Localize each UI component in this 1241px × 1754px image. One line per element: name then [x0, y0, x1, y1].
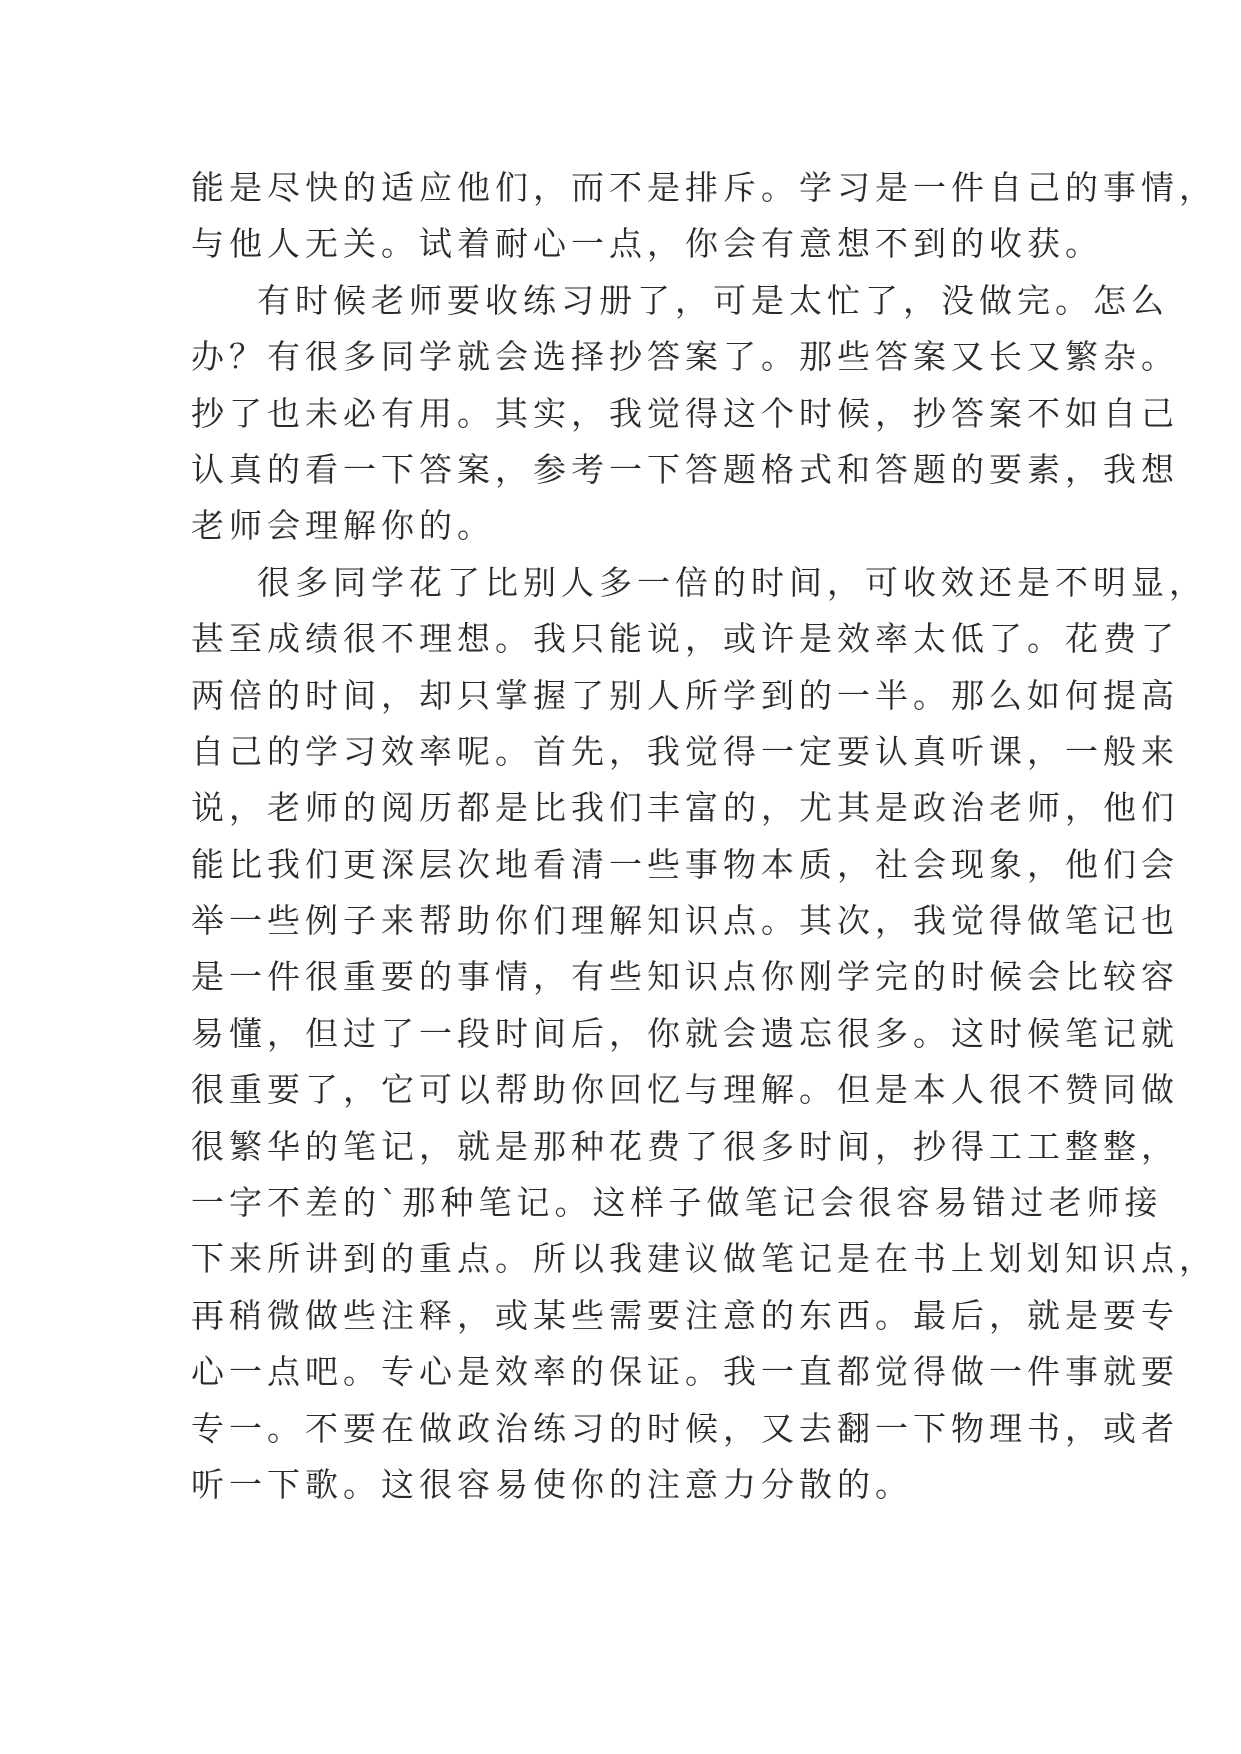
text-line: 能比我们更深层次地看清一些事物本质，社会现象，他们会 [191, 844, 1179, 884]
text-line: 说，老师的阅历都是比我们丰富的，尤其是政治老师，他们 [191, 788, 1179, 828]
text-line: 与他人无关。试着耐心一点，你会有意想不到的收获。 [191, 224, 1103, 264]
body-text [191, 160, 1217, 1513]
text-line: 认真的看一下答案，参考一下答题格式和答题的要素，我想 [191, 449, 1179, 489]
text-line: 很繁华的笔记，就是那种花费了很多时间，抄得工工整整， [191, 1126, 1179, 1166]
text-line: 再稍微做些注释，或某些需要注意的东西。最后，就是要专 [191, 1295, 1179, 1335]
text-line: 办？有很多同学就会选择抄答案了。那些答案又长又繁杂。 [191, 337, 1179, 377]
text-line: 抄了也未必有用。其实，我觉得这个时候，抄答案不如自己 [191, 393, 1179, 433]
text-line: 一字不差的`那种笔记。这样子做笔记会很容易错过老师接 [191, 1183, 1163, 1223]
text-line: 两倍的时间，却只掌握了别人所学到的一半。那么如何提高 [191, 675, 1179, 715]
text-line: 听一下歌。这很容易使你的注意力分散的。 [191, 1464, 913, 1504]
text-line: 举一些例子来帮助你们理解知识点。其次，我觉得做笔记也 [191, 901, 1179, 941]
text-line: 甚至成绩很不理想。我只能说，或许是效率太低了。花费了 [191, 619, 1179, 659]
text-line: 很重要了，它可以帮助你回忆与理解。但是本人很不赞同做 [191, 1070, 1179, 1110]
text-line: 很多同学花了比别人多一倍的时间，可收效还是不明显， [257, 562, 1207, 602]
text-line: 能是尽快的适应他们，而不是排斥。学习是一件自己的事情， [191, 168, 1217, 207]
text-line: 有时候老师要收练习册了，可是太忙了，没做完。怎么 [257, 280, 1169, 320]
text-line: 心一点吧。专心是效率的保证。我一直都觉得做一件事就要 [191, 1352, 1179, 1392]
text-line: 是一件很重要的事情，有些知识点你刚学完的时候会比较容 [191, 957, 1179, 997]
text-line: 专一。不要在做政治练习的时候，又去翻一下物理书，或者 [191, 1408, 1179, 1448]
text-line: 下来所讲到的重点。所以我建议做笔记是在书上划划知识点， [191, 1239, 1217, 1279]
text-line: 老师会理解你的。 [191, 506, 495, 546]
text-line: 易懂，但过了一段时间后，你就会遗忘很多。这时候笔记就 [191, 1013, 1179, 1053]
text-line: 自己的学习效率呢。首先，我觉得一定要认真听课，一般来 [191, 731, 1179, 771]
